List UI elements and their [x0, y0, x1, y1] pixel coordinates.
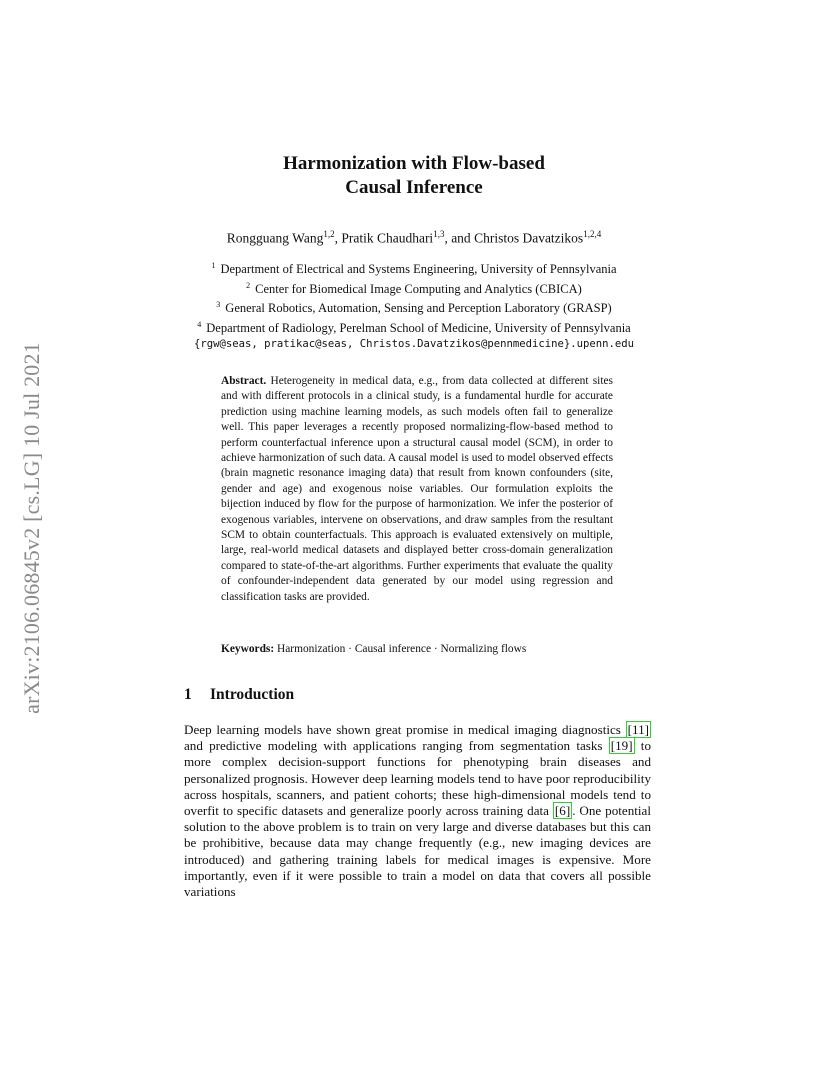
abstract	[221, 374, 613, 605]
citation-link[interactable]: [11]	[627, 722, 649, 737]
citation-link[interactable]: [19]	[610, 738, 633, 754]
author-name: Pratik Chaudhari	[341, 230, 434, 246]
affiliation-text: General Robotics, Automation, Sensing and Perception Laboratory (GRASP)	[225, 301, 612, 316]
title-line-1: Harmonization with Flow-based	[283, 153, 545, 174]
author-affil-sup: 1,2	[323, 229, 335, 239]
title-line-2: Causal Inference	[345, 177, 483, 198]
affiliation-text: Center for Biomedical Image Computing and Analytics (CBICA)	[255, 281, 582, 296]
affiliations	[0, 258, 828, 352]
author-list	[0, 229, 828, 247]
section-heading	[184, 686, 294, 704]
author-emails: {rgw@seas, pratikac@seas, Christos.Davatzikos@pennmedicine}.upenn.edu	[193, 337, 635, 350]
introduction-paragraph	[184, 722, 651, 900]
affiliation-text: Department of Radiology, Perelman School of Medicine, University of Pennsylvania	[206, 321, 631, 336]
affiliation-text: Department of Electrical and Systems Engineering, University of Pennsylvania	[220, 262, 617, 277]
affiliation-sup: 4	[197, 319, 202, 329]
affiliation-sup: 2	[246, 280, 251, 290]
affiliation-line	[0, 317, 828, 337]
intro-text: to more complex decision-support functions for phenotyping brain diseases and personalized prognosis. However deep learning models tend to have poor reproducibility across hospitals, scanners, and patient cohorts; these high-dimensional models tend to overfit to specific datasets and generalize poorly across training data	[184, 738, 651, 819]
arxiv-id-text: arXiv:2106.06845v2 [cs.LG] 10 Jul 2021	[19, 342, 44, 714]
author-affil-sup: 1,2,4	[583, 229, 602, 239]
affiliation-line	[0, 297, 828, 317]
citation-link[interactable]: [6]	[554, 803, 571, 819]
intro-text: and predictive modeling with applications ranging from segmentation tasks	[184, 738, 609, 754]
section-number: 1	[184, 686, 192, 703]
author-name: Rongguang Wang	[226, 230, 324, 246]
author-separator: , and	[444, 230, 475, 246]
section-title: Introduction	[210, 686, 295, 703]
keywords	[221, 643, 613, 655]
author-separator: ,	[334, 230, 342, 246]
affiliation-sup: 1	[211, 261, 216, 270]
paper-title	[0, 152, 828, 200]
affiliation-line	[0, 278, 828, 298]
intro-text: . One potential solution to the above problem is to train on very large and diverse databases but this can be prohibitive, because data may change frequently (e.g., new imaging devices are introduced) and gathering training labels for medical images is expensive. More importantly, even if it were possible to train a model on data that covers all possible variations	[184, 803, 651, 900]
arxiv-side-identifier	[17, 298, 47, 758]
author-affil-sup: 1,3	[433, 229, 445, 239]
abstract-label: Abstract.	[221, 375, 267, 387]
intro-text: Deep learning models have shown great promise in medical imaging diagnostics	[184, 722, 626, 737]
keywords-label: Keywords:	[221, 643, 275, 655]
affiliation-line	[0, 258, 828, 278]
affiliation-sup: 3	[216, 300, 221, 310]
abstract-text: Heterogeneity in medical data, e.g., from data collected at different sites and with different protocols in a clinical study, is a fundamental hurdle for accurate prediction using machine learning models, as such models often fail to generalize well. This paper leverages a recently proposed normalizing-flow-based method to perform counterfactual inference upon a structural causal model (SCM), in order to achieve harmonization of such data. A causal model is used to model observed effects (brain magnetic resonance imaging data) that result from known confounders (site, gender and age) and exogenous noise variables. Our formulation exploits the bijection induced by flow for the purpose of harmonization. We infer the posterior of exogenous variables, intervene on observations, and draw samples from the resultant SCM to obtain counterfactuals. This approach is evaluated extensively on multiple, large, real-world medical datasets and displayed better cross-domain generalization compared to state-of-the-art algorithms. Further experiments that evaluate the quality of confounder-independent data generated by our model using regression and classification tasks are provided.	[221, 375, 613, 603]
keywords-text: Harmonization · Causal inference · Normalizing flows	[277, 643, 527, 655]
author-name: Christos Davatzikos	[474, 230, 584, 246]
